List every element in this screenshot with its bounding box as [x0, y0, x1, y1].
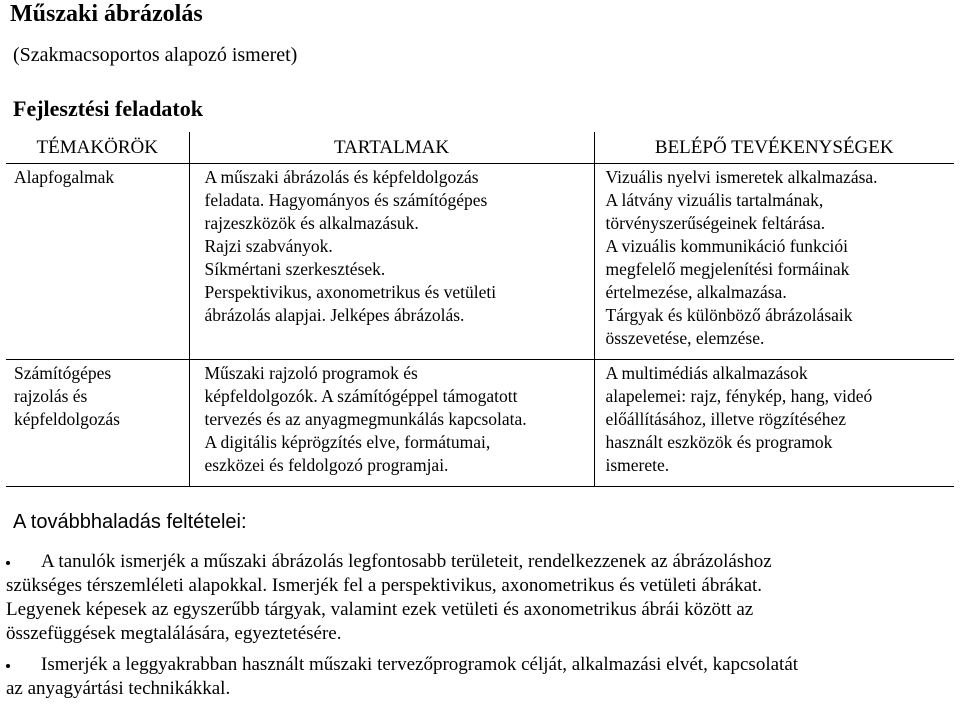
- topic-cell: [6, 360, 189, 487]
- list-item: [6, 653, 950, 701]
- activities-line: előállításához, illetve rögzítéséhez: [605, 409, 847, 429]
- activities-line: megfelelő megjelenítési formáinak: [605, 259, 850, 279]
- table-header-row: [6, 132, 954, 164]
- condition-line: szükséges térszemléleti alapokkal. Ismerjék fel a perspektivikus, axonometrikus és vetületi ábrákat.: [6, 575, 763, 596]
- section-heading: Fejlesztési feladatok: [13, 96, 203, 121]
- contents-cell: [189, 164, 594, 360]
- condition-line: A tanulók ismerjék a műszaki ábrázolás legfontosabb területeit, rendelkezzenek az ábrázoláshoz: [41, 551, 772, 572]
- activities-cell: [594, 360, 954, 487]
- activities-line: A multimédiás alkalmazások: [605, 363, 808, 383]
- topic-line: rajzolás és: [14, 386, 88, 406]
- activities-line: használt eszközök és programok: [605, 432, 833, 452]
- header-contents: TARTALMAK: [189, 132, 594, 164]
- activities-line: alapelemei: rajz, fénykép, hang, videó: [605, 386, 873, 406]
- contents-line: feladata. Hagyományos és számítógépes: [204, 190, 488, 210]
- activities-line: Tárgyak és különböző ábrázolásaik: [605, 305, 853, 325]
- page-subtitle: (Szakmacsoportos alapozó ismeret): [13, 44, 298, 66]
- list-item: [6, 550, 950, 646]
- header-activities: BELÉPŐ TEVÉKENYSÉGEK: [594, 132, 954, 164]
- activities-line: ismerete.: [605, 455, 670, 475]
- contents-line: rajzeszközök és alkalmazásuk.: [204, 213, 419, 233]
- condition-line: Legyenek képesek az egyszerűbb tárgyak, valamint ezek vetületi és axonometrikus ábrái között az: [6, 599, 754, 620]
- topic-line: Számítógépes: [14, 363, 112, 383]
- conditions-heading: A továbbhaladás feltételei:: [13, 511, 247, 533]
- contents-line: Rajzi szabványok.: [204, 236, 333, 256]
- condition-line: az anyagyártási technikákkal.: [6, 678, 231, 699]
- contents-line: ábrázolás alapjai. Jelképes ábrázolás.: [204, 305, 465, 325]
- activities-line: értelmezése, alkalmazása.: [605, 282, 787, 302]
- topic-cell: [6, 164, 189, 360]
- bullet-dot-icon: [6, 561, 10, 565]
- activities-line: törvényszerűségeinek feltárása.: [605, 213, 826, 233]
- activities-line: A látvány vizuális tartalmának,: [605, 190, 824, 210]
- curriculum-table: [6, 132, 954, 487]
- topic-line: Alapfogalmak: [14, 167, 115, 187]
- topic-line: képfeldolgozás: [14, 409, 120, 429]
- contents-line: Műszaki rajzoló programok és: [204, 363, 418, 383]
- contents-line: Síkmértani szerkesztések.: [204, 259, 386, 279]
- activities-cell: [594, 164, 954, 360]
- contents-line: Perspektivikus, axonometrikus és vetületi: [204, 282, 497, 302]
- header-topics: TÉMAKÖRÖK: [6, 132, 189, 164]
- conditions-list: [6, 550, 950, 708]
- contents-line: A műszaki ábrázolás és képfeldolgozás: [204, 167, 479, 187]
- contents-cell: [189, 360, 594, 487]
- activities-line: összevetése, elemzése.: [605, 328, 765, 348]
- condition-line: összefüggések megtalálására, egyeztetésére.: [6, 623, 342, 644]
- contents-line: képfeldolgozók. A számítógéppel támogatott: [204, 386, 518, 406]
- table-row: [6, 360, 954, 487]
- contents-line: eszközei és feldolgozó programjai.: [204, 455, 449, 475]
- activities-line: A vizuális kommunikáció funkciói: [605, 236, 849, 256]
- bullet-dot-icon: [6, 664, 10, 668]
- contents-line: A digitális képrögzítés elve, formátumai,: [204, 432, 491, 452]
- table-row: [6, 164, 954, 360]
- contents-line: tervezés és az anyagmegmunkálás kapcsolata.: [204, 409, 527, 429]
- condition-line: Ismerjék a leggyakrabban használt műszaki tervezőprogramok célját, alkalmazási elvét, kapcsolatát: [41, 654, 799, 675]
- activities-line: Vizuális nyelvi ismeretek alkalmazása.: [605, 167, 878, 187]
- page-title: Műszaki ábrázolás: [10, 1, 203, 27]
